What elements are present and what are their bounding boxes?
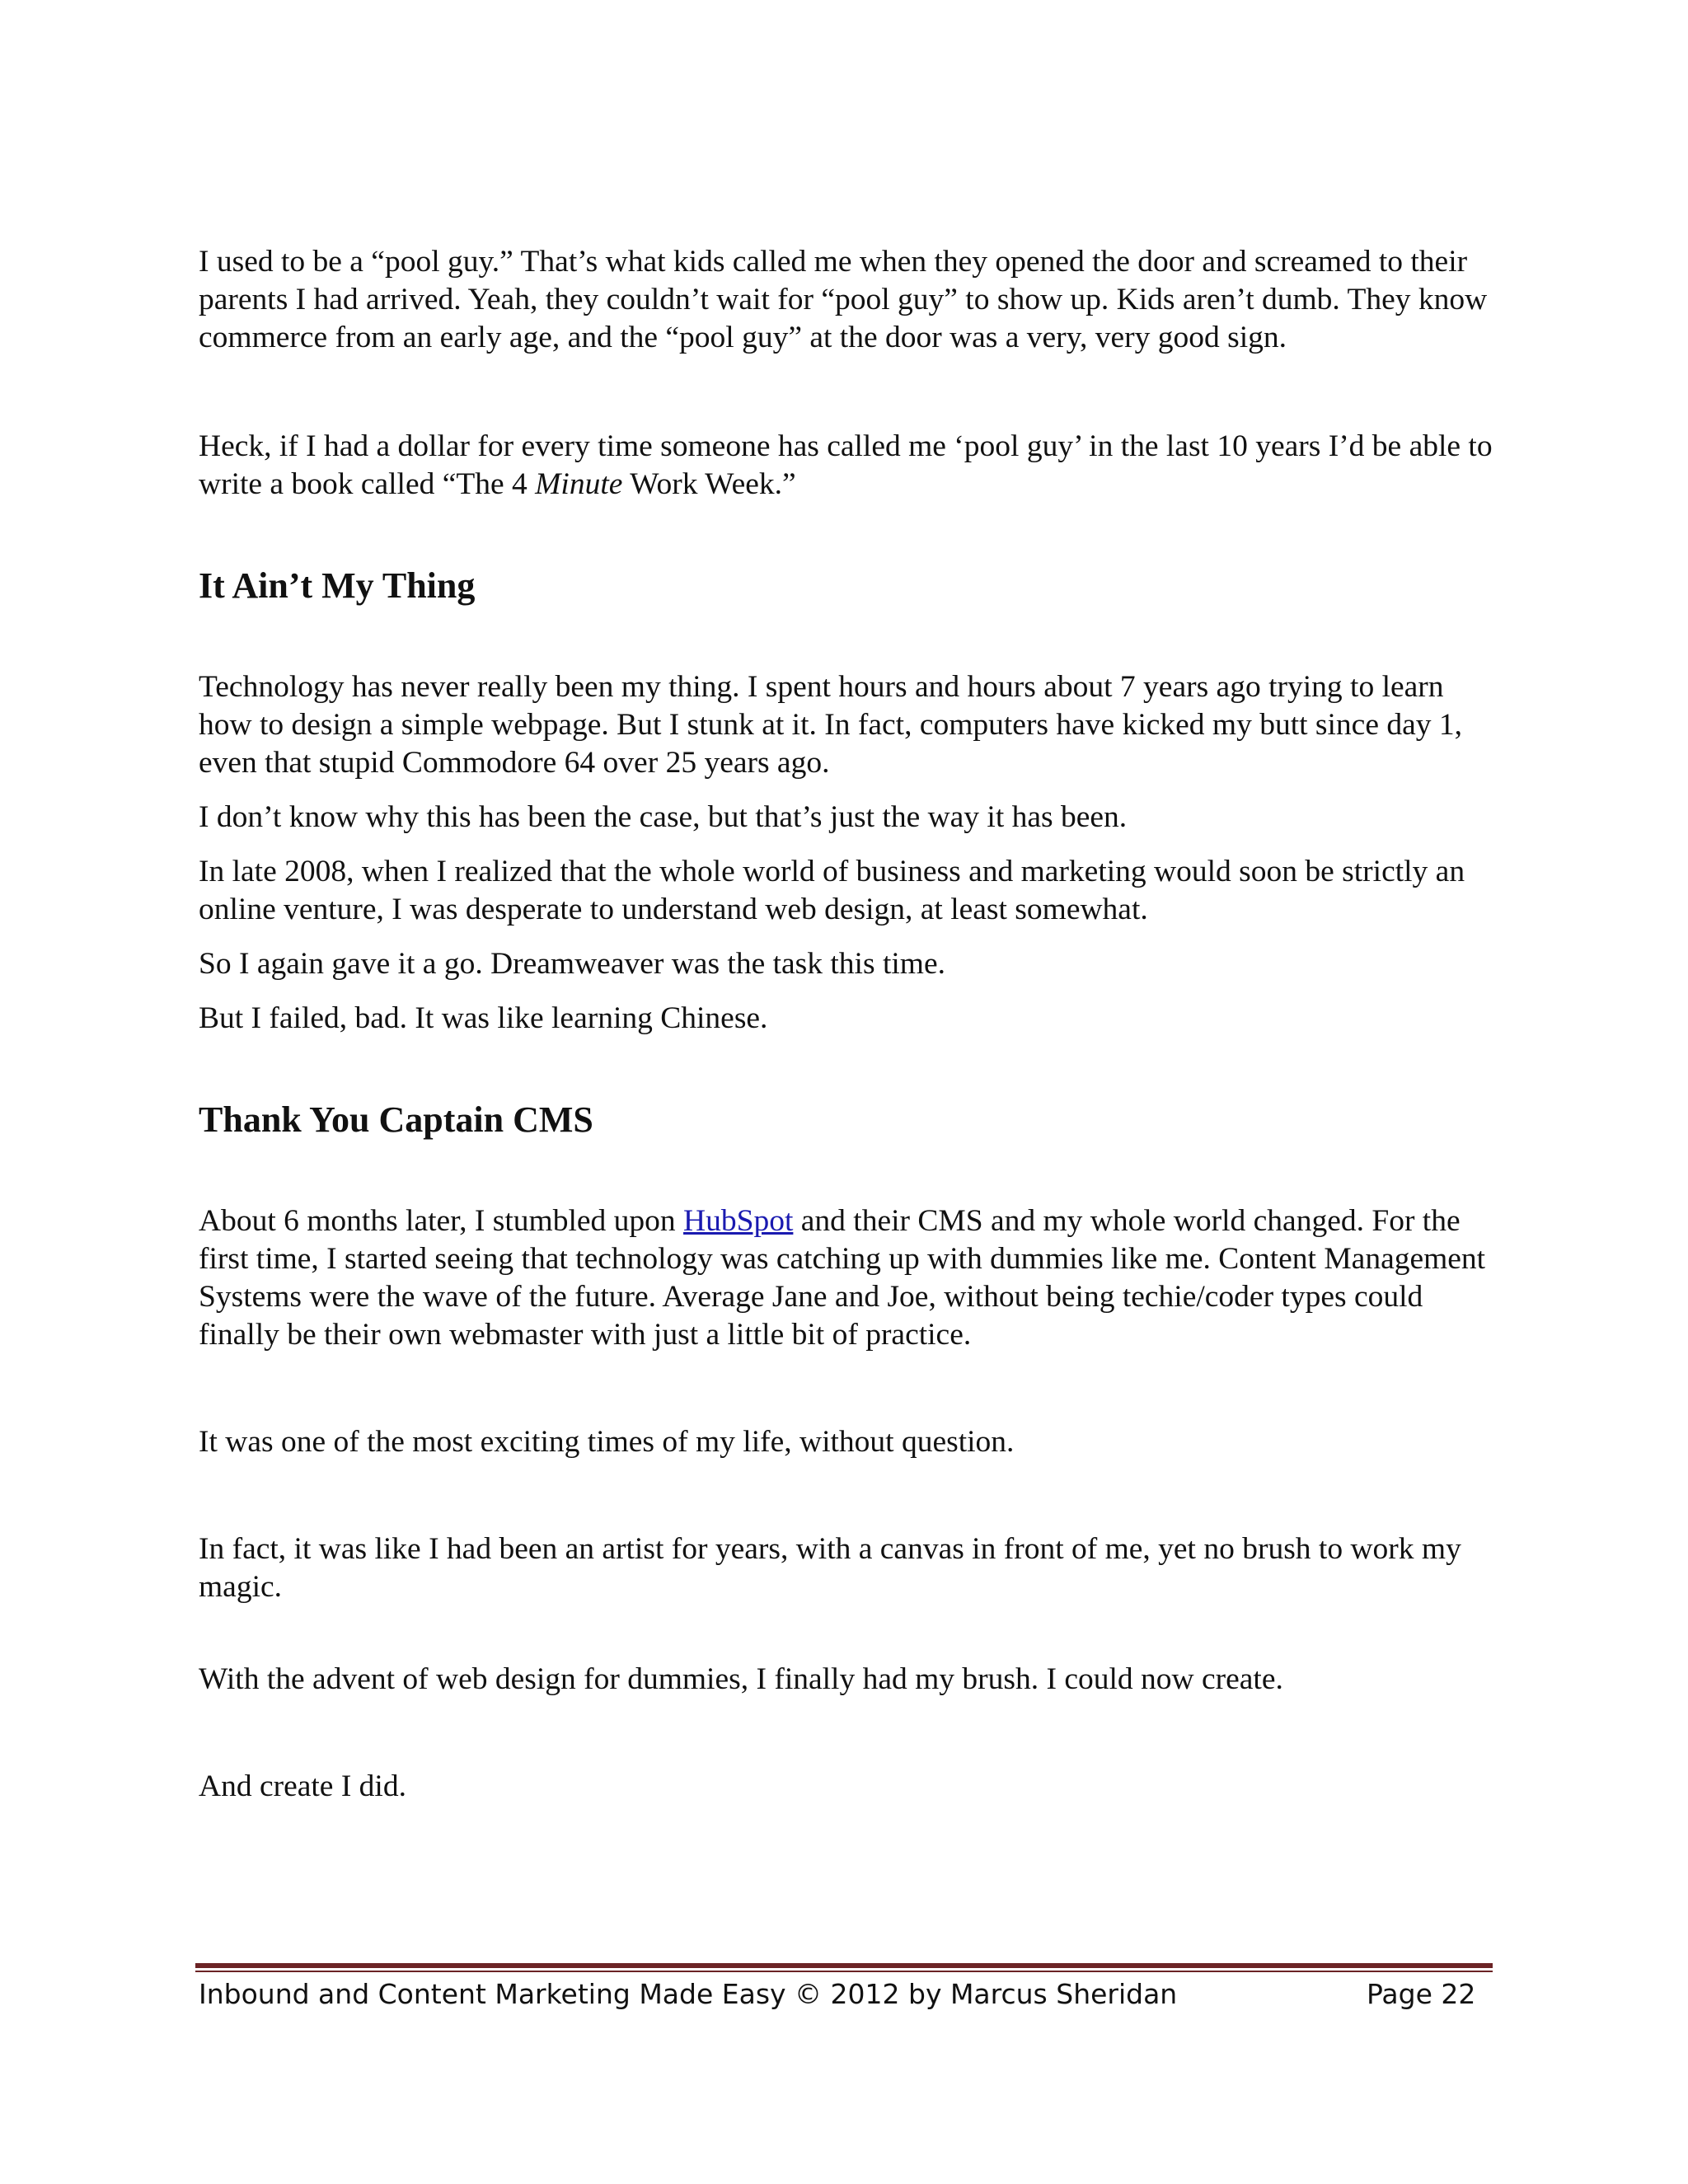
paragraph-hubspot-text-b: and their CMS and my whole world changed. For the first time, I started seeing that technology was catching up with dummies like me. Content Management Systems were the wave of the future. Average Jane and Joe, without being techie/coder types could finally be their own webmaster with just a little bit of practice. [199, 1204, 1486, 1352]
paragraph-dreamweaver: So I again gave it a go. Dreamweaver was the task this time. [199, 947, 945, 981]
section-heading-thing: It Ain’t My Thing [199, 565, 476, 606]
footer-divider-thin [195, 1971, 1493, 1972]
paragraph-hubspot [199, 1202, 1493, 1354]
paragraph-dollar-italic: Minute [535, 467, 623, 501]
section-heading-cms: Thank You Captain CMS [199, 1099, 593, 1140]
paragraph-hubspot-text-a: About 6 months later, I stumbled upon [199, 1204, 684, 1238]
paragraph-failed: But I failed, bad. It was like learning Chinese. [199, 1001, 768, 1035]
paragraph-dollar-text-b: Work Week.” [622, 467, 796, 501]
paragraph-late-2008: In late 2008, when I realized that the whole world of business and marketing would soon be strictly an online venture, I was desperate to understand web design, at least somewhat. [199, 855, 1465, 926]
footer-divider-thick [195, 1963, 1493, 1968]
paragraph-artist: In fact, it was like I had been an artist for years, with a canvas in front of me, yet no brush to work my magic. [199, 1532, 1461, 1604]
paragraph-pool-guy: I used to be a “pool guy.” That’s what kids called me when they opened the door and screamed to their parents I had arrived. Yeah, they couldn’t wait for “pool guy” to show up. Kids aren’t dumb. They know commerce from an early age, and the “pool guy” at the door was a very, very good sign. [199, 245, 1488, 354]
paragraph-exciting: It was one of the most exciting times of my life, without question. [199, 1425, 1015, 1459]
paragraph-dont-know: I don’t know why this has been the case, but that’s just the way it has been. [199, 800, 1128, 834]
paragraph-dollar [199, 428, 1493, 504]
hubspot-link[interactable]: HubSpot [683, 1204, 794, 1238]
footer-title: Inbound and Content Marketing Made Easy © 2012 by Marcus Sheridan [199, 1978, 1178, 2010]
paragraph-create: And create I did. [199, 1769, 406, 1803]
paragraph-dollar-text-a: Heck, if I had a dollar for every time someone has called me ‘pool guy’ in the last 10 years I’d be able to write a book called “The 4 [199, 429, 1493, 501]
footer-divider [195, 1963, 1493, 1975]
paragraph-brush: With the advent of web design for dummies, I finally had my brush. I could now create. [199, 1662, 1283, 1696]
page-body [199, 243, 1493, 1806]
paragraph-technology: Technology has never really been my thing. I spent hours and hours about 7 years ago trying to learn how to design a simple webpage. But I stunk at it. In fact, computers have kicked my butt since day 1, even that stupid Commodore 64 over 25 years ago. [199, 670, 1462, 780]
page-number: Page 22 [1367, 1978, 1476, 2010]
